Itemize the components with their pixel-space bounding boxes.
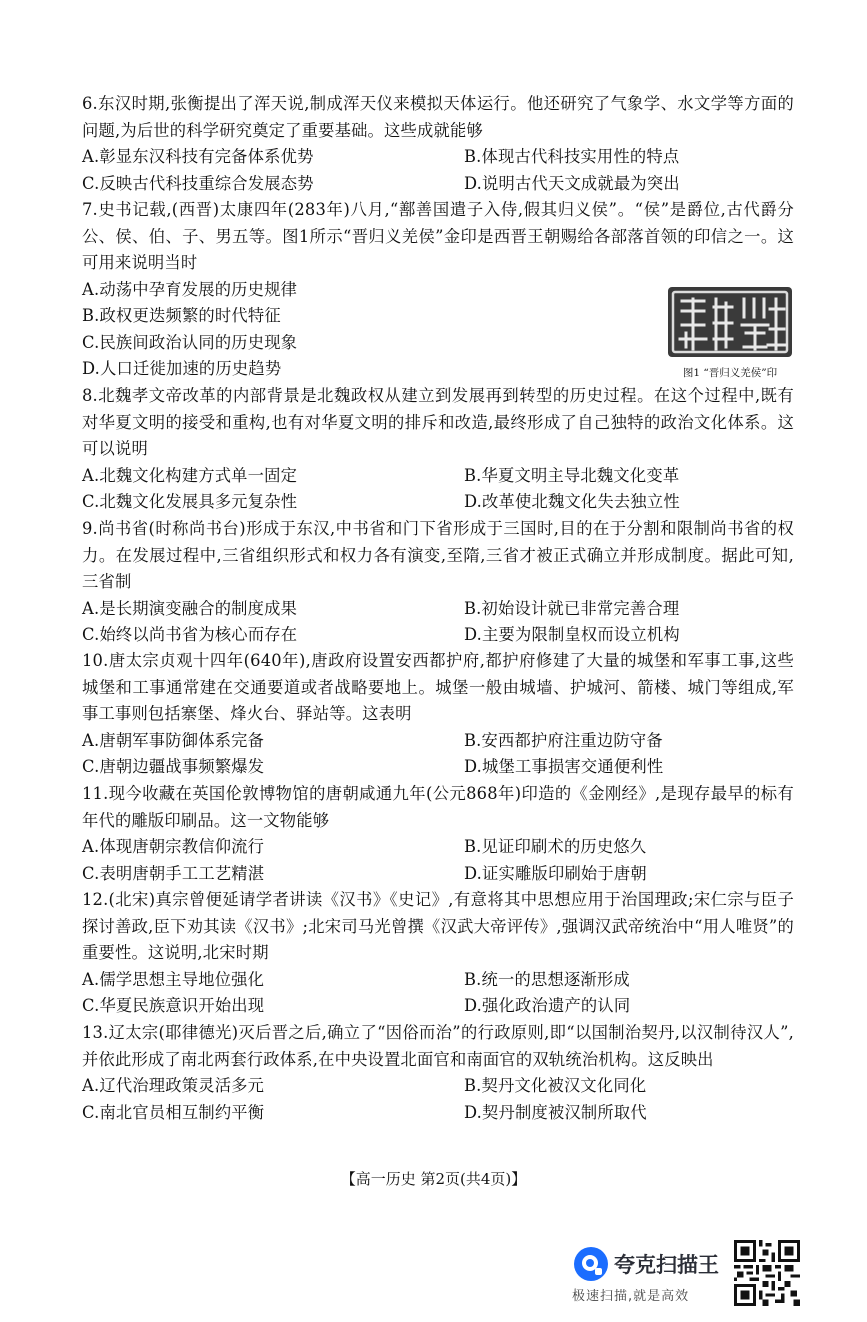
option-d: D.证实雕版印刷始于唐朝 — [464, 863, 647, 883]
option-d: D.人口迁徙加速的历史趋势 — [82, 359, 282, 378]
option-b: B.政权更迭频繁的时代特征 — [82, 306, 281, 325]
option-b: B.见证印刷术的历史悠久 — [464, 837, 647, 856]
brand-slogan: 极速扫描,就是高效 — [572, 1289, 690, 1304]
options — [82, 834, 794, 887]
options — [82, 1073, 794, 1126]
brand-name: 夸克扫描王 — [614, 1253, 719, 1277]
question-stem: 7.史书记载,(西晋)太康四年(283年)八月,“鄯善国遣子入侍,假其归义侯”。“侯”是爵位,古代爵分公、侯、伯、子、男五等。图1所示“晋归义羌侯”金印是西晋王朝赐给各部落首领的印信之一。这可用来说明当时 — [82, 200, 794, 272]
options — [82, 967, 794, 1020]
option-c: C.华夏民族意识开始出现 — [82, 996, 265, 1015]
option-b: B.统一的思想逐渐形成 — [464, 969, 630, 989]
option-a: A.儒学思想主导地位强化 — [82, 969, 265, 989]
figure-caption: 图1 “晋归义羌侯”印 — [682, 367, 778, 379]
option-a: A.北魏文化构建方式单一固定 — [82, 465, 298, 485]
option-c: C.反映古代科技重综合发展态势 — [82, 173, 314, 193]
options — [82, 144, 794, 197]
question-8 — [82, 383, 794, 516]
page-footer: 【高一历史 第2页(共4页)】 — [340, 1170, 527, 1188]
option-c: C.始终以尚书省为核心而存在 — [82, 625, 298, 644]
option-a: A.辽代治理政策灵活多元 — [82, 1076, 265, 1095]
option-d: D.主要为限制皇权而设立机构 — [464, 625, 680, 644]
question-stem: 8.北魏孝文帝改革的内部背景是北魏政权从建立到发展再到转型的历史过程。在这个过程中,既有对华夏文明的接受和重构,也有对华夏文明的排斥和改造,最终形成了自己独特的政治文化体系。这可以说明 — [82, 386, 794, 458]
option-d: D.改革使北魏文化失去独立性 — [464, 492, 680, 511]
question-stem: 6.东汉时期,张衡提出了浑天说,制成浑天仪来模拟天体运行。他还研究了气象学、水文学等方面的问题,为后世的科学研究奠定了重要基础。这些成就能够 — [82, 94, 794, 140]
question-stem: 13.辽太宗(耶律德光)灭后晋之后,确立了“因俗而治”的行政原则,即“以国制治契丹,以汉制待汉人”,并依此形成了南北两套行政体系,在中央设置北面官和南面官的双轨统治机构。这反映出 — [82, 1023, 794, 1069]
option-a: A.是长期演变融合的制度成果 — [82, 598, 298, 618]
question-11 — [82, 781, 794, 887]
figure-1 — [660, 285, 800, 380]
option-c: C.表明唐朝手工工艺精湛 — [82, 863, 265, 883]
question-6 — [82, 91, 794, 197]
scanner-watermark — [572, 1241, 732, 1304]
options — [82, 728, 794, 781]
option-a: A.彰显东汉科技有完备体系优势 — [82, 147, 314, 166]
option-b: B.华夏文明主导北魏文化变革 — [464, 465, 680, 485]
option-c: C.民族间政治认同的历史现象 — [82, 332, 298, 352]
question-10 — [82, 648, 794, 781]
quark-logo-icon — [572, 1245, 610, 1283]
question-stem: 12.(北宋)真宗曾便延请学者讲读《汉书》《史记》,有意将其中思想应用于治国理政;宋仁宗与臣子探讨善政,臣下劝其读《汉书》;北宋司马光曾撰《汉武大帝评传》,强调汉武帝统治中“用人唯贤”的重要性。这说明,北宋时期 — [82, 890, 794, 962]
option-b: B.初始设计就已非常完善合理 — [464, 598, 680, 618]
question-stem: 9.尚书省(时称尚书台)形成于东汉,中书省和门下省形成于三国时,目的在于分割和限制尚书省的权力。在发展过程中,三省组织形式和权力各有演变,至隋,三省才被正式确立并形成制度。据此可知,三省制 — [82, 519, 794, 591]
option-a: A.体现唐朝宗教信仰流行 — [82, 837, 265, 856]
option-d: D.城堡工事损害交通便利性 — [464, 757, 664, 776]
question-12 — [82, 887, 794, 1020]
option-a: A.唐朝军事防御体系完备 — [82, 730, 265, 750]
option-b: B.体现古代科技实用性的特点 — [464, 147, 680, 166]
option-a: A.动荡中孕育发展的历史规律 — [82, 279, 298, 299]
option-b: B.契丹文化被汉文化同化 — [464, 1076, 647, 1095]
option-c: C.北魏文化发展具多元复杂性 — [82, 492, 298, 511]
seal-stamp-image — [666, 285, 794, 359]
option-d: D.契丹制度被汉制所取代 — [464, 1102, 647, 1122]
question-13 — [82, 1020, 794, 1126]
option-c: C.南北官员相互制约平衡 — [82, 1102, 265, 1122]
question-9 — [82, 516, 794, 649]
qr-code-icon — [734, 1240, 800, 1306]
option-b: B.安西都护府注重边防守备 — [464, 730, 663, 750]
question-stem: 11.现今收藏在英国伦敦博物馆的唐朝咸通九年(公元868年)印造的《金刚经》,是现存最早的标有年代的雕版印刷品。这一文物能够 — [82, 784, 794, 830]
question-stem: 10.唐太宗贞观十四年(640年),唐政府设置安西都护府,都护府修建了大量的城堡和军事工事,这些城堡和工事通常建在交通要道或者战略要地上。城堡一般由城墙、护城河、箭楼、城门等组成,军事工事则包括寨堡、烽火台、驿站等。这表明 — [82, 651, 794, 723]
options — [82, 463, 794, 516]
options — [82, 596, 794, 649]
option-c: C.唐朝边疆战事频繁爆发 — [82, 757, 265, 776]
option-d: D.说明古代天文成就最为突出 — [464, 173, 680, 193]
option-d: D.强化政治遗产的认同 — [464, 996, 631, 1015]
